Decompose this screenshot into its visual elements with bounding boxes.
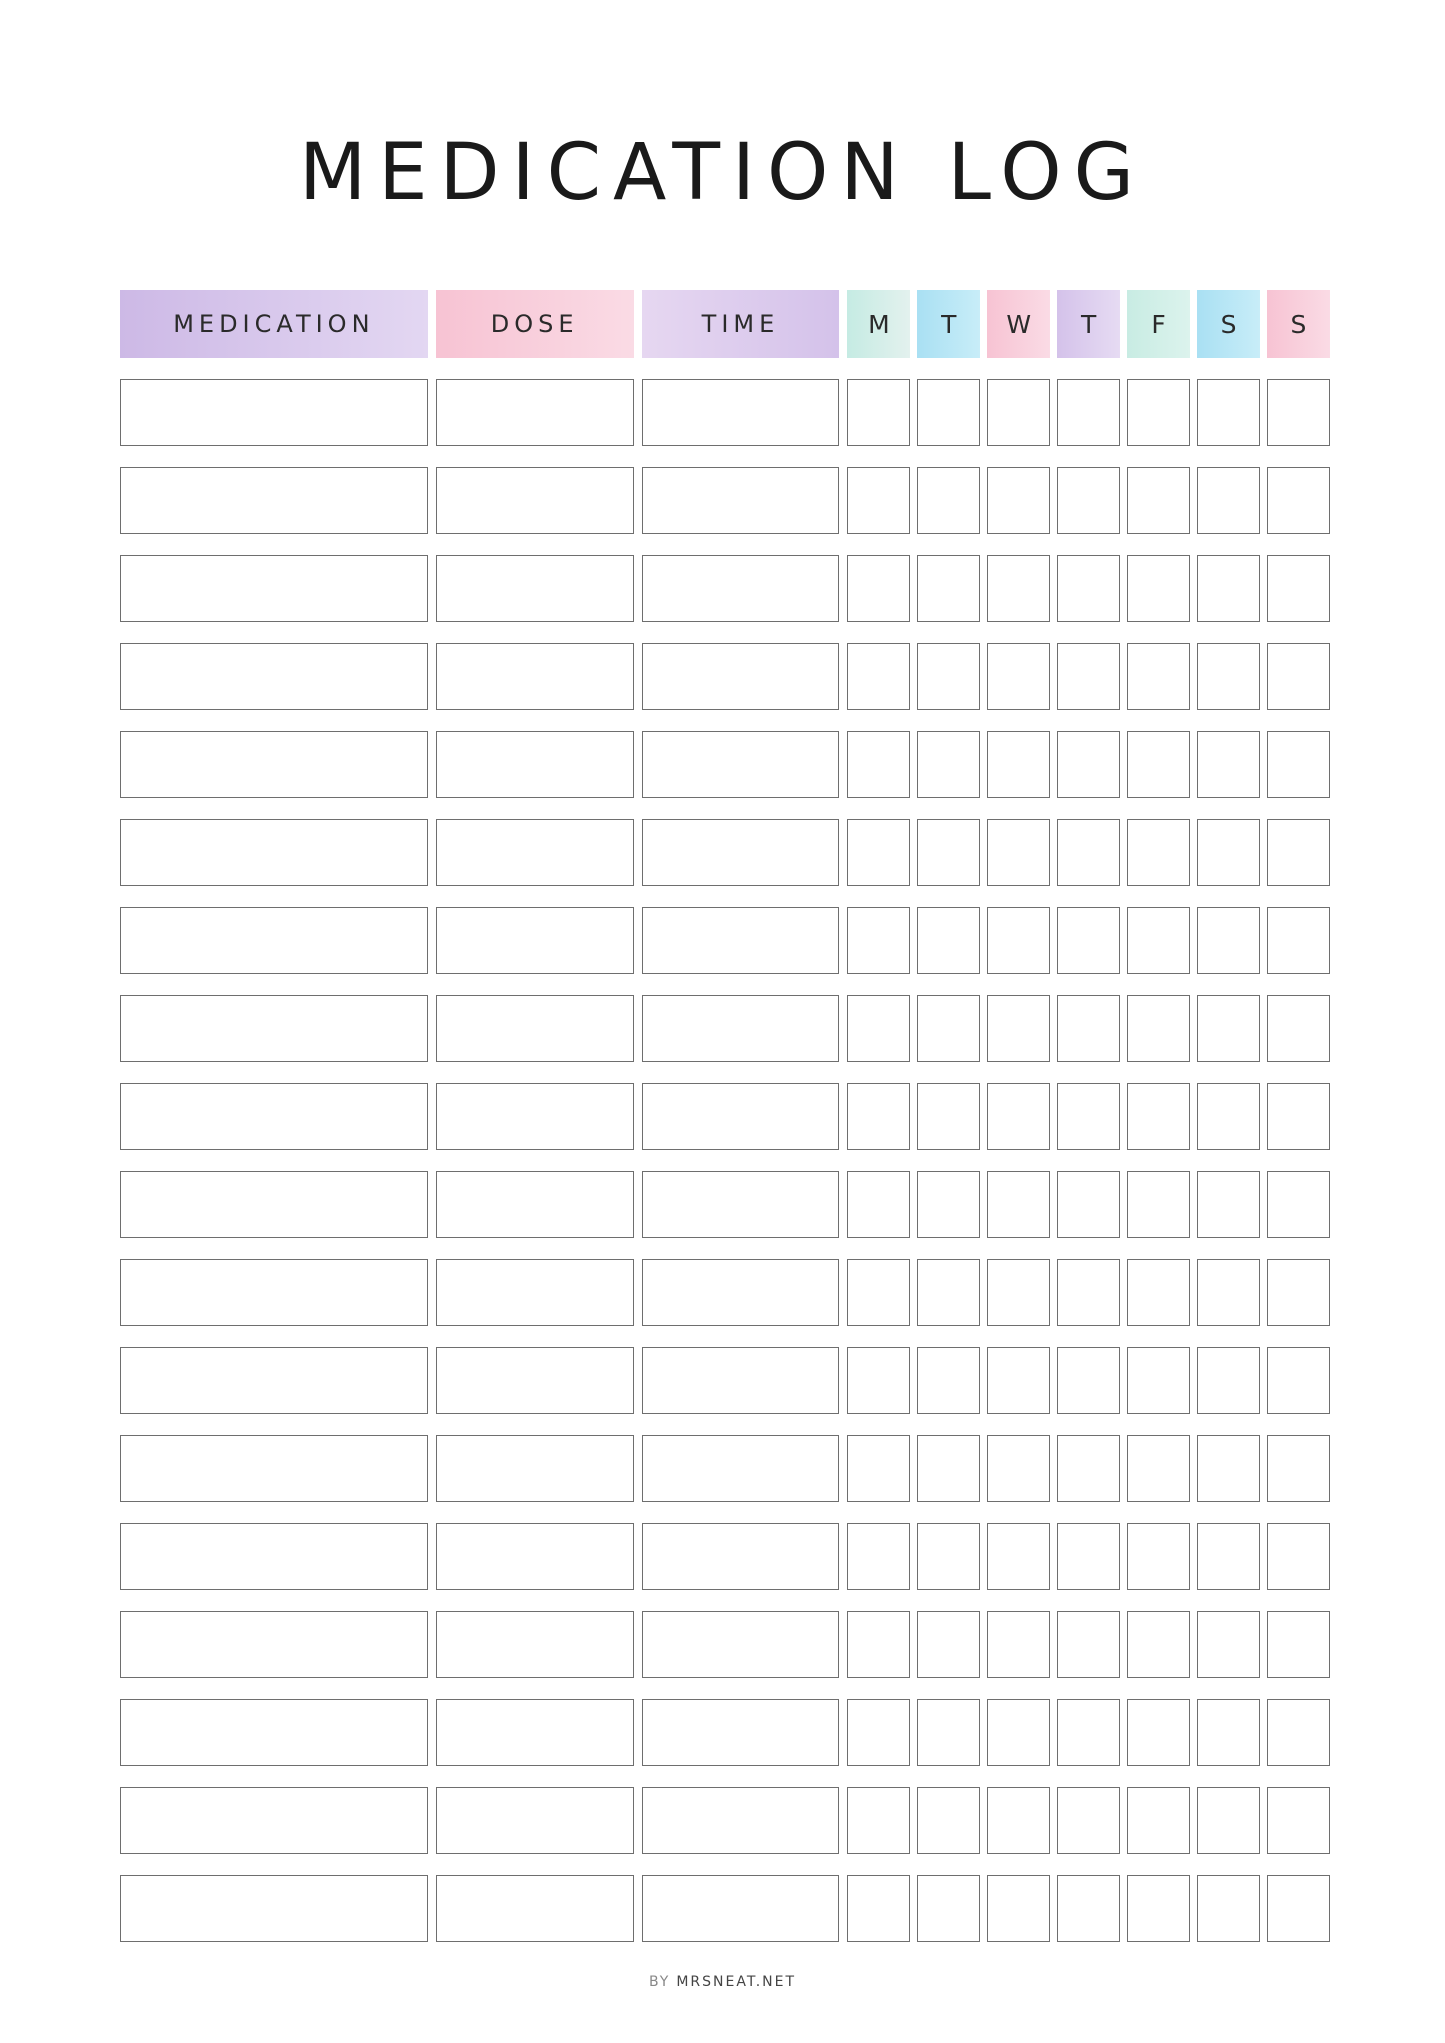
time-field[interactable] — [642, 1611, 840, 1678]
day-checkbox[interactable] — [1267, 1083, 1330, 1150]
footer-by: BY — [648, 1974, 671, 1990]
day-checkbox[interactable] — [847, 555, 910, 622]
day-checkbox[interactable] — [1057, 907, 1120, 974]
day-checkbox[interactable] — [917, 555, 980, 622]
dose-field[interactable] — [436, 1171, 634, 1238]
day-checkbox[interactable] — [1057, 1083, 1120, 1150]
day-checkbox[interactable] — [987, 1523, 1050, 1590]
day-checkbox[interactable] — [1267, 467, 1330, 534]
day-checkbox[interactable] — [1267, 907, 1330, 974]
time-field[interactable] — [642, 643, 840, 710]
day-checkbox[interactable] — [1267, 1875, 1330, 1942]
day-checkbox[interactable] — [1057, 1611, 1120, 1678]
day-checkbox[interactable] — [1197, 819, 1260, 886]
medication-field[interactable] — [120, 1347, 428, 1414]
day-checkbox[interactable] — [1057, 643, 1120, 710]
day-checkbox[interactable] — [1127, 467, 1190, 534]
table-row — [120, 1259, 1330, 1326]
day-checkbox[interactable] — [847, 907, 910, 974]
table-row — [120, 1083, 1330, 1150]
time-field[interactable] — [642, 379, 840, 446]
day-checkbox[interactable] — [1197, 731, 1260, 798]
day-checkbox[interactable] — [987, 995, 1050, 1062]
header-day-6: S — [1267, 290, 1330, 358]
medication-field[interactable] — [120, 995, 428, 1062]
time-field[interactable] — [642, 819, 840, 886]
time-field[interactable] — [642, 1259, 840, 1326]
day-checkbox[interactable] — [917, 1611, 980, 1678]
day-checkbox[interactable] — [847, 1259, 910, 1326]
day-checkbox[interactable] — [1127, 1611, 1190, 1678]
day-checkbox[interactable] — [847, 643, 910, 710]
day-checkbox[interactable] — [1197, 555, 1260, 622]
table-row — [120, 1347, 1330, 1414]
medication-field[interactable] — [120, 1611, 428, 1678]
dose-field[interactable] — [436, 995, 634, 1062]
day-checkbox[interactable] — [1127, 1083, 1190, 1150]
day-checkbox[interactable] — [987, 643, 1050, 710]
day-checkbox[interactable] — [987, 819, 1050, 886]
dose-field[interactable] — [436, 467, 634, 534]
day-checkbox[interactable] — [847, 1611, 910, 1678]
day-checkbox[interactable] — [847, 1347, 910, 1414]
time-field[interactable] — [642, 731, 840, 798]
day-checkbox[interactable] — [917, 995, 980, 1062]
day-checkbox[interactable] — [847, 467, 910, 534]
day-checkbox[interactable] — [917, 379, 980, 446]
header-day-3: T — [1057, 290, 1120, 358]
day-checkbox[interactable] — [1267, 1523, 1330, 1590]
day-checkbox[interactable] — [987, 1875, 1050, 1942]
table-row — [120, 907, 1330, 974]
day-checkbox[interactable] — [847, 1523, 910, 1590]
header-day-5: S — [1197, 290, 1260, 358]
medication-field[interactable] — [120, 555, 428, 622]
day-checkbox[interactable] — [847, 819, 910, 886]
day-checkbox[interactable] — [847, 379, 910, 446]
dose-field[interactable] — [436, 1611, 634, 1678]
time-field[interactable] — [642, 995, 840, 1062]
day-checkbox[interactable] — [1197, 1083, 1260, 1150]
dose-field[interactable] — [436, 1699, 634, 1766]
header-dose: DOSE — [436, 290, 634, 358]
medication-field[interactable] — [120, 379, 428, 446]
day-checkbox[interactable] — [1267, 379, 1330, 446]
time-field[interactable] — [642, 1875, 840, 1942]
day-checkbox[interactable] — [1267, 1611, 1330, 1678]
header-day-1: T — [917, 290, 980, 358]
day-checkbox[interactable] — [1057, 555, 1120, 622]
table-row — [120, 643, 1330, 710]
day-checkbox[interactable] — [1127, 907, 1190, 974]
time-field[interactable] — [642, 1083, 840, 1150]
day-checkbox[interactable] — [847, 1787, 910, 1854]
medication-field[interactable] — [120, 1435, 428, 1502]
day-checkbox[interactable] — [847, 1699, 910, 1766]
header-day-2: W — [987, 290, 1050, 358]
day-checkbox[interactable] — [1057, 1523, 1120, 1590]
medication-field[interactable] — [120, 1787, 428, 1854]
time-field[interactable] — [642, 907, 840, 974]
day-checkbox[interactable] — [1127, 643, 1190, 710]
day-checkbox[interactable] — [1267, 1171, 1330, 1238]
day-checkbox[interactable] — [1267, 995, 1330, 1062]
day-checkbox[interactable] — [1267, 643, 1330, 710]
day-checkbox[interactable] — [917, 1875, 980, 1942]
table-row — [120, 1435, 1330, 1502]
medication-field[interactable] — [120, 467, 428, 534]
dose-field[interactable] — [436, 819, 634, 886]
day-checkbox[interactable] — [1197, 1347, 1260, 1414]
table-row — [120, 1699, 1330, 1766]
table-row — [120, 467, 1330, 534]
header-day-0: M — [847, 290, 910, 358]
day-checkbox[interactable] — [987, 907, 1050, 974]
time-field[interactable] — [642, 1699, 840, 1766]
day-checkbox[interactable] — [917, 467, 980, 534]
medication-field[interactable] — [120, 643, 428, 710]
day-checkbox[interactable] — [1197, 1523, 1260, 1590]
day-checkbox[interactable] — [987, 1787, 1050, 1854]
table-row — [120, 1523, 1330, 1590]
table-row — [120, 1611, 1330, 1678]
day-checkbox[interactable] — [847, 1171, 910, 1238]
medication-log-table — [120, 290, 1330, 1942]
table-row — [120, 995, 1330, 1062]
dose-field[interactable] — [436, 1435, 634, 1502]
day-checkbox[interactable] — [987, 467, 1050, 534]
day-checkbox[interactable] — [1197, 643, 1260, 710]
day-checkbox[interactable] — [1127, 1259, 1190, 1326]
dose-field[interactable] — [436, 1875, 634, 1942]
day-checkbox[interactable] — [1057, 1699, 1120, 1766]
time-field[interactable] — [642, 467, 840, 534]
day-checkbox[interactable] — [917, 1787, 980, 1854]
day-checkbox[interactable] — [847, 1435, 910, 1502]
day-checkbox[interactable] — [1267, 1435, 1330, 1502]
day-checkbox[interactable] — [1127, 1699, 1190, 1766]
day-checkbox[interactable] — [987, 555, 1050, 622]
dose-field[interactable] — [436, 379, 634, 446]
day-checkbox[interactable] — [987, 1699, 1050, 1766]
day-checkbox[interactable] — [987, 1611, 1050, 1678]
medication-field[interactable] — [120, 1259, 428, 1326]
day-checkbox[interactable] — [1267, 1347, 1330, 1414]
medication-field[interactable] — [120, 1171, 428, 1238]
day-checkbox[interactable] — [1057, 1171, 1120, 1238]
table-row — [120, 555, 1330, 622]
day-checkbox[interactable] — [1197, 1171, 1260, 1238]
day-checkbox[interactable] — [987, 1171, 1050, 1238]
day-checkbox[interactable] — [1267, 1259, 1330, 1326]
day-checkbox[interactable] — [917, 1435, 980, 1502]
day-checkbox[interactable] — [1197, 1787, 1260, 1854]
table-row — [120, 1171, 1330, 1238]
day-checkbox[interactable] — [847, 1875, 910, 1942]
day-checkbox[interactable] — [1127, 731, 1190, 798]
day-checkbox[interactable] — [1197, 1699, 1260, 1766]
day-checkbox[interactable] — [1197, 379, 1260, 446]
day-checkbox[interactable] — [917, 643, 980, 710]
day-checkbox[interactable] — [1057, 1875, 1120, 1942]
table-row — [120, 819, 1330, 886]
day-checkbox[interactable] — [1057, 1259, 1120, 1326]
day-checkbox[interactable] — [987, 1347, 1050, 1414]
medication-field[interactable] — [120, 1875, 428, 1942]
day-checkbox[interactable] — [1267, 555, 1330, 622]
dose-field[interactable] — [436, 907, 634, 974]
time-field[interactable] — [642, 1435, 840, 1502]
day-checkbox[interactable] — [1197, 1259, 1260, 1326]
day-checkbox[interactable] — [1127, 379, 1190, 446]
time-field[interactable] — [642, 1523, 840, 1590]
day-checkbox[interactable] — [1197, 467, 1260, 534]
day-checkbox[interactable] — [1057, 379, 1120, 446]
day-checkbox[interactable] — [847, 1083, 910, 1150]
day-checkbox[interactable] — [987, 379, 1050, 446]
day-checkbox[interactable] — [1127, 1875, 1190, 1942]
dose-field[interactable] — [436, 1523, 634, 1590]
day-checkbox[interactable] — [1267, 1787, 1330, 1854]
day-checkbox[interactable] — [1197, 1435, 1260, 1502]
table-row — [120, 1787, 1330, 1854]
medication-field[interactable] — [120, 1699, 428, 1766]
day-checkbox[interactable] — [1057, 1347, 1120, 1414]
header-day-4: F — [1127, 290, 1190, 358]
time-field[interactable] — [642, 1787, 840, 1854]
day-checkbox[interactable] — [987, 1259, 1050, 1326]
medication-field[interactable] — [120, 1083, 428, 1150]
day-checkbox[interactable] — [1197, 1875, 1260, 1942]
day-checkbox[interactable] — [917, 1523, 980, 1590]
day-checkbox[interactable] — [1197, 995, 1260, 1062]
day-checkbox[interactable] — [847, 731, 910, 798]
table-row — [120, 1875, 1330, 1942]
medication-field[interactable] — [120, 907, 428, 974]
day-checkbox[interactable] — [847, 995, 910, 1062]
day-checkbox[interactable] — [917, 1347, 980, 1414]
day-checkbox[interactable] — [917, 731, 980, 798]
day-checkbox[interactable] — [1267, 1699, 1330, 1766]
day-checkbox[interactable] — [917, 907, 980, 974]
day-checkbox[interactable] — [917, 1699, 980, 1766]
page-title: MEDICATION LOG — [298, 128, 1147, 218]
medication-field[interactable] — [120, 731, 428, 798]
day-checkbox[interactable] — [917, 1259, 980, 1326]
day-checkbox[interactable] — [1127, 1347, 1190, 1414]
day-checkbox[interactable] — [987, 731, 1050, 798]
day-checkbox[interactable] — [1057, 819, 1120, 886]
day-checkbox[interactable] — [1127, 555, 1190, 622]
dose-field[interactable] — [436, 1787, 634, 1854]
day-checkbox[interactable] — [1197, 1611, 1260, 1678]
header-time: TIME — [642, 290, 840, 358]
medication-field[interactable] — [120, 819, 428, 886]
day-checkbox[interactable] — [1267, 819, 1330, 886]
day-checkbox[interactable] — [987, 1083, 1050, 1150]
day-checkbox[interactable] — [1197, 907, 1260, 974]
day-checkbox[interactable] — [1267, 731, 1330, 798]
dose-field[interactable] — [436, 555, 634, 622]
table-row — [120, 731, 1330, 798]
dose-field[interactable] — [436, 731, 634, 798]
time-field[interactable] — [642, 555, 840, 622]
day-checkbox[interactable] — [1057, 995, 1120, 1062]
table-header-row — [120, 290, 1330, 358]
table-row — [120, 379, 1330, 446]
medication-field[interactable] — [120, 1523, 428, 1590]
time-field[interactable] — [642, 1347, 840, 1414]
dose-field[interactable] — [436, 643, 634, 710]
day-checkbox[interactable] — [1127, 1435, 1190, 1502]
time-field[interactable] — [642, 1171, 840, 1238]
day-checkbox[interactable] — [1127, 819, 1190, 886]
day-checkbox[interactable] — [917, 1083, 980, 1150]
day-checkbox[interactable] — [1057, 1435, 1120, 1502]
day-checkbox[interactable] — [1127, 1787, 1190, 1854]
day-checkbox[interactable] — [1127, 1171, 1190, 1238]
footer-site: MRSNEAT.NET — [676, 1974, 797, 1990]
day-checkbox[interactable] — [917, 819, 980, 886]
footer — [0, 1974, 1445, 1990]
day-checkbox[interactable] — [1057, 731, 1120, 798]
dose-field[interactable] — [436, 1347, 634, 1414]
day-checkbox[interactable] — [917, 1171, 980, 1238]
day-checkbox[interactable] — [987, 1435, 1050, 1502]
day-checkbox[interactable] — [1127, 995, 1190, 1062]
dose-field[interactable] — [436, 1083, 634, 1150]
day-checkbox[interactable] — [1057, 1787, 1120, 1854]
table-body — [120, 379, 1330, 1942]
day-checkbox[interactable] — [1057, 467, 1120, 534]
day-checkbox[interactable] — [1127, 1523, 1190, 1590]
dose-field[interactable] — [436, 1259, 634, 1326]
header-medication: MEDICATION — [120, 290, 428, 358]
